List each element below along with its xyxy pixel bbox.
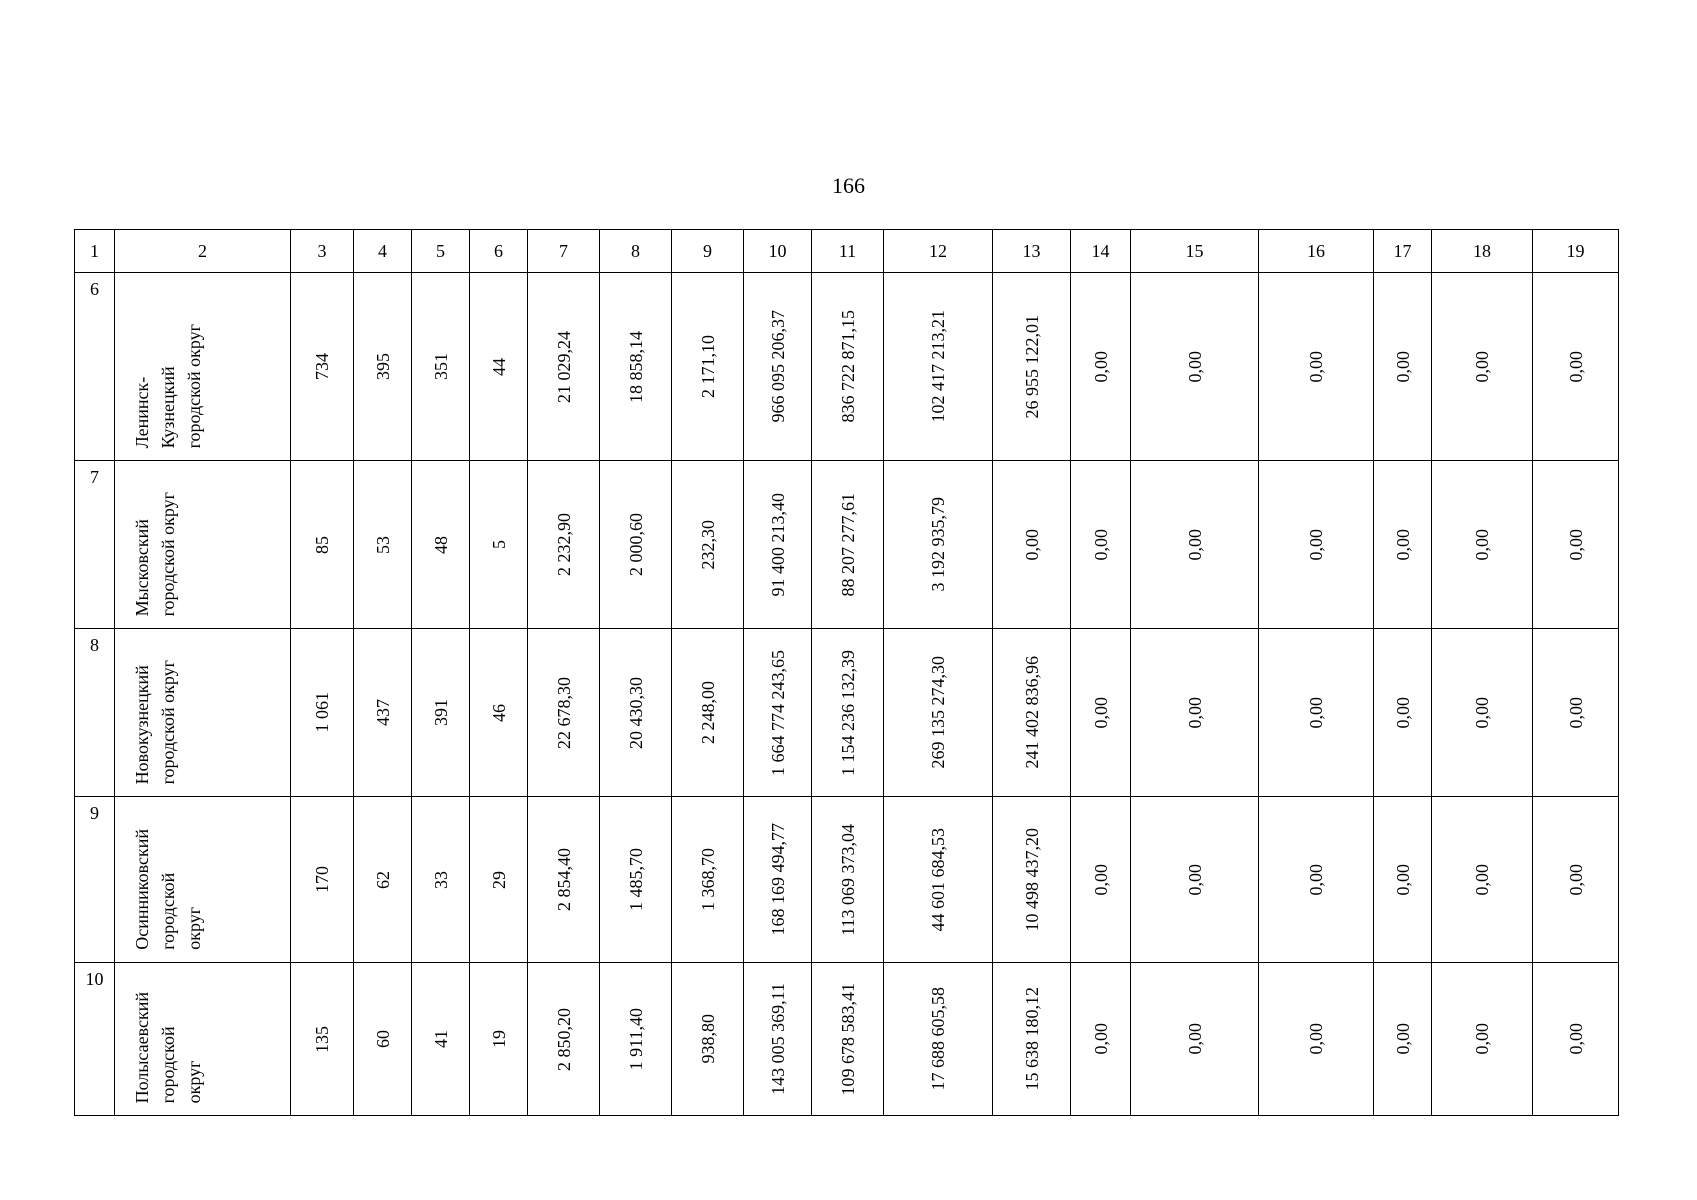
cell-value: 0,00 <box>1090 350 1111 383</box>
column-header: 10 <box>744 230 812 273</box>
cell-value: 5 <box>488 540 509 549</box>
row-number: 6 <box>75 273 115 461</box>
cell-value: 1 154 236 132,39 <box>837 649 858 776</box>
cell-value: 41 <box>430 1030 451 1048</box>
municipality-name: Полысаевский городской округ <box>132 991 204 1103</box>
cell-value: 966 095 206,37 <box>767 310 788 423</box>
cell-value: 109 678 583,41 <box>837 982 858 1096</box>
cell-value: 62 <box>372 870 393 889</box>
cell-value: 20 430,30 <box>625 676 646 749</box>
cell-value: 0,00 <box>1472 528 1492 561</box>
value-cell <box>1071 797 1131 963</box>
cell-value: 0,00 <box>1392 696 1413 729</box>
cell-value: 53 <box>372 535 393 554</box>
value-cell <box>884 963 993 1116</box>
column-header: 4 <box>354 230 412 273</box>
municipality-name: Осинниковский городской округ <box>132 829 204 950</box>
column-header: 12 <box>884 230 993 273</box>
value-cell <box>412 273 470 461</box>
value-cell <box>812 461 884 629</box>
value-cell <box>412 963 470 1116</box>
table-row <box>75 273 1619 461</box>
cell-value: 0,00 <box>1021 528 1042 561</box>
column-header: 13 <box>993 230 1071 273</box>
column-header: 7 <box>528 230 600 273</box>
value-cell <box>354 629 412 797</box>
value-cell <box>412 797 470 963</box>
cell-value: 29 <box>488 870 509 889</box>
value-cell <box>354 797 412 963</box>
value-cell <box>1533 963 1619 1116</box>
cell-value: 3 192 935,79 <box>928 497 948 592</box>
cell-value: 241 402 836,96 <box>1021 656 1042 769</box>
cell-value: 0,00 <box>1090 1023 1111 1055</box>
value-cell <box>1432 629 1533 797</box>
row-number: 8 <box>75 629 115 797</box>
cell-value: 1 485,70 <box>625 848 646 911</box>
value-cell <box>812 629 884 797</box>
column-header: 11 <box>812 230 884 273</box>
value-cell <box>672 629 744 797</box>
value-cell <box>528 963 600 1116</box>
value-cell <box>600 629 672 797</box>
value-cell <box>1374 797 1432 963</box>
cell-value: 734 <box>312 353 332 380</box>
value-cell <box>884 273 993 461</box>
cell-value: 60 <box>372 1030 393 1048</box>
cell-value: 0,00 <box>1565 863 1586 896</box>
cell-value: 44 601 684,53 <box>928 827 948 932</box>
value-cell <box>412 461 470 629</box>
table-row <box>75 797 1619 963</box>
row-number: 9 <box>75 797 115 963</box>
cell-value: 26 955 122,01 <box>1021 314 1042 419</box>
cell-value: 0,00 <box>1184 350 1205 383</box>
cell-value: 0,00 <box>1472 863 1492 896</box>
cell-value: 0,00 <box>1184 1023 1205 1055</box>
cell-value: 0,00 <box>1392 1023 1413 1055</box>
data-table <box>74 229 1619 1116</box>
row-number: 10 <box>75 963 115 1116</box>
value-cell <box>993 629 1071 797</box>
cell-value: 232,30 <box>697 519 718 570</box>
value-cell <box>1533 629 1619 797</box>
value-cell <box>1131 797 1259 963</box>
cell-value: 0,00 <box>1472 696 1492 729</box>
cell-value: 0,00 <box>1565 528 1586 561</box>
cell-value: 44 <box>488 357 509 376</box>
cell-value: 0,00 <box>1565 1023 1586 1055</box>
column-header: 1 <box>75 230 115 273</box>
cell-value: 0,00 <box>1306 350 1326 383</box>
cell-value: 88 207 277,61 <box>837 492 858 597</box>
cell-value: 17 688 605,58 <box>928 987 948 1091</box>
value-cell <box>600 963 672 1116</box>
value-cell <box>744 797 812 963</box>
column-header: 15 <box>1131 230 1259 273</box>
value-cell <box>884 629 993 797</box>
cell-value: 1 911,40 <box>625 1007 646 1071</box>
cell-value: 135 <box>312 1025 332 1053</box>
value-cell <box>812 963 884 1116</box>
cell-value: 938,80 <box>697 1014 718 1064</box>
municipality-name: Новокузнецкий городской округ <box>132 659 178 784</box>
value-cell <box>600 797 672 963</box>
value-cell <box>1374 461 1432 629</box>
value-cell <box>672 963 744 1116</box>
cell-value: 1 664 774 243,65 <box>767 649 788 776</box>
cell-value: 0,00 <box>1184 863 1205 896</box>
cell-value: 168 169 494,77 <box>767 823 788 936</box>
value-cell <box>1432 797 1533 963</box>
cell-value: 0,00 <box>1472 1023 1492 1055</box>
cell-value: 2 171,10 <box>697 335 718 398</box>
municipality-cell <box>115 963 291 1116</box>
value-cell <box>812 273 884 461</box>
cell-value: 102 417 213,21 <box>928 310 948 423</box>
cell-value: 0,00 <box>1306 528 1326 561</box>
cell-value: 0,00 <box>1565 696 1586 729</box>
value-cell <box>993 461 1071 629</box>
cell-value: 21 029,24 <box>553 330 574 403</box>
value-cell <box>600 273 672 461</box>
value-cell <box>1259 461 1374 629</box>
value-cell <box>470 963 528 1116</box>
cell-value: 2 232,90 <box>553 513 574 576</box>
column-header: 18 <box>1432 230 1533 273</box>
cell-value: 85 <box>312 535 332 554</box>
value-cell <box>470 273 528 461</box>
value-cell <box>528 797 600 963</box>
municipality-name: Мысковский городской округ <box>132 491 178 616</box>
value-cell <box>993 797 1071 963</box>
table-row <box>75 461 1619 629</box>
value-cell <box>1131 629 1259 797</box>
value-cell <box>672 797 744 963</box>
value-cell <box>1432 461 1533 629</box>
cell-value: 0,00 <box>1306 696 1326 729</box>
municipality-cell <box>115 629 291 797</box>
cell-value: 18 858,14 <box>625 330 646 403</box>
value-cell <box>354 273 412 461</box>
cell-value: 0,00 <box>1565 350 1586 383</box>
column-header: 14 <box>1071 230 1131 273</box>
value-cell <box>1259 963 1374 1116</box>
municipality-name: Ленинск- Кузнецкий городской округ <box>132 323 204 448</box>
value-cell <box>1374 629 1432 797</box>
value-cell <box>1533 461 1619 629</box>
value-cell <box>291 797 354 963</box>
cell-value: 170 <box>312 866 332 893</box>
cell-value: 15 638 180,12 <box>1021 987 1042 1091</box>
cell-value: 19 <box>488 1030 509 1048</box>
cell-value: 91 400 213,40 <box>767 492 788 597</box>
cell-value: 0,00 <box>1306 1023 1326 1055</box>
value-cell <box>744 273 812 461</box>
cell-value: 2 854,40 <box>553 848 574 911</box>
cell-value: 143 005 369,11 <box>767 983 788 1095</box>
value-cell <box>1432 963 1533 1116</box>
value-cell <box>744 629 812 797</box>
cell-value: 0,00 <box>1472 350 1492 383</box>
value-cell <box>1374 963 1432 1116</box>
value-cell <box>354 963 412 1116</box>
value-cell <box>1259 629 1374 797</box>
value-cell <box>744 963 812 1116</box>
cell-value: 391 <box>430 699 451 726</box>
value-cell <box>1131 273 1259 461</box>
value-cell <box>744 461 812 629</box>
value-cell <box>291 629 354 797</box>
cell-value: 351 <box>430 353 451 380</box>
cell-value: 395 <box>372 353 393 380</box>
value-cell <box>1071 273 1131 461</box>
value-cell <box>1432 273 1533 461</box>
cell-value: 0,00 <box>1306 863 1326 896</box>
cell-value: 1 061 <box>312 692 332 733</box>
municipality-cell <box>115 273 291 461</box>
municipality-cell <box>115 461 291 629</box>
value-cell <box>1533 797 1619 963</box>
cell-value: 0,00 <box>1392 350 1413 383</box>
column-header: 5 <box>412 230 470 273</box>
cell-value: 0,00 <box>1090 528 1111 561</box>
column-header: 17 <box>1374 230 1432 273</box>
cell-value: 33 <box>430 870 451 889</box>
value-cell <box>1131 461 1259 629</box>
cell-value: 113 069 373,04 <box>837 823 858 936</box>
row-number: 7 <box>75 461 115 629</box>
value-cell <box>672 273 744 461</box>
column-header: 6 <box>470 230 528 273</box>
column-header: 2 <box>115 230 291 273</box>
value-cell <box>291 461 354 629</box>
cell-value: 0,00 <box>1392 863 1413 896</box>
value-cell <box>993 963 1071 1116</box>
value-cell <box>993 273 1071 461</box>
municipality-cell <box>115 797 291 963</box>
value-cell <box>1071 461 1131 629</box>
cell-value: 437 <box>372 699 393 726</box>
table-row <box>75 629 1619 797</box>
value-cell <box>528 461 600 629</box>
column-header: 3 <box>291 230 354 273</box>
header-row <box>75 230 1619 273</box>
cell-value: 10 498 437,20 <box>1021 827 1042 932</box>
cell-value: 269 135 274,30 <box>928 656 948 769</box>
value-cell <box>470 629 528 797</box>
value-cell <box>1533 273 1619 461</box>
value-cell <box>412 629 470 797</box>
value-cell <box>354 461 412 629</box>
column-header: 9 <box>672 230 744 273</box>
value-cell <box>1374 273 1432 461</box>
cell-value: 0,00 <box>1090 863 1111 896</box>
cell-value: 0,00 <box>1392 528 1413 561</box>
value-cell <box>291 273 354 461</box>
cell-value: 0,00 <box>1184 696 1205 729</box>
cell-value: 0,00 <box>1184 528 1205 561</box>
value-cell <box>672 461 744 629</box>
value-cell <box>884 461 993 629</box>
cell-value: 1 368,70 <box>697 848 718 911</box>
value-cell <box>1259 273 1374 461</box>
value-cell <box>291 963 354 1116</box>
column-header: 16 <box>1259 230 1374 273</box>
value-cell <box>884 797 993 963</box>
value-cell <box>528 629 600 797</box>
cell-value: 46 <box>488 703 509 722</box>
cell-value: 48 <box>430 535 451 554</box>
table-row <box>75 963 1619 1116</box>
value-cell <box>470 797 528 963</box>
cell-value: 22 678,30 <box>553 676 574 749</box>
column-header: 19 <box>1533 230 1619 273</box>
value-cell <box>1071 629 1131 797</box>
value-cell <box>600 461 672 629</box>
cell-value: 0,00 <box>1090 696 1111 729</box>
value-cell <box>812 797 884 963</box>
cell-value: 2 000,60 <box>625 513 646 576</box>
value-cell <box>1071 963 1131 1116</box>
value-cell <box>470 461 528 629</box>
page-number: 166 <box>832 173 865 198</box>
value-cell <box>528 273 600 461</box>
cell-value: 2 850,20 <box>553 1007 574 1071</box>
column-header: 8 <box>600 230 672 273</box>
cell-value: 2 248,00 <box>697 681 718 744</box>
value-cell <box>1131 963 1259 1116</box>
value-cell <box>1259 797 1374 963</box>
cell-value: 836 722 871,15 <box>837 310 858 423</box>
